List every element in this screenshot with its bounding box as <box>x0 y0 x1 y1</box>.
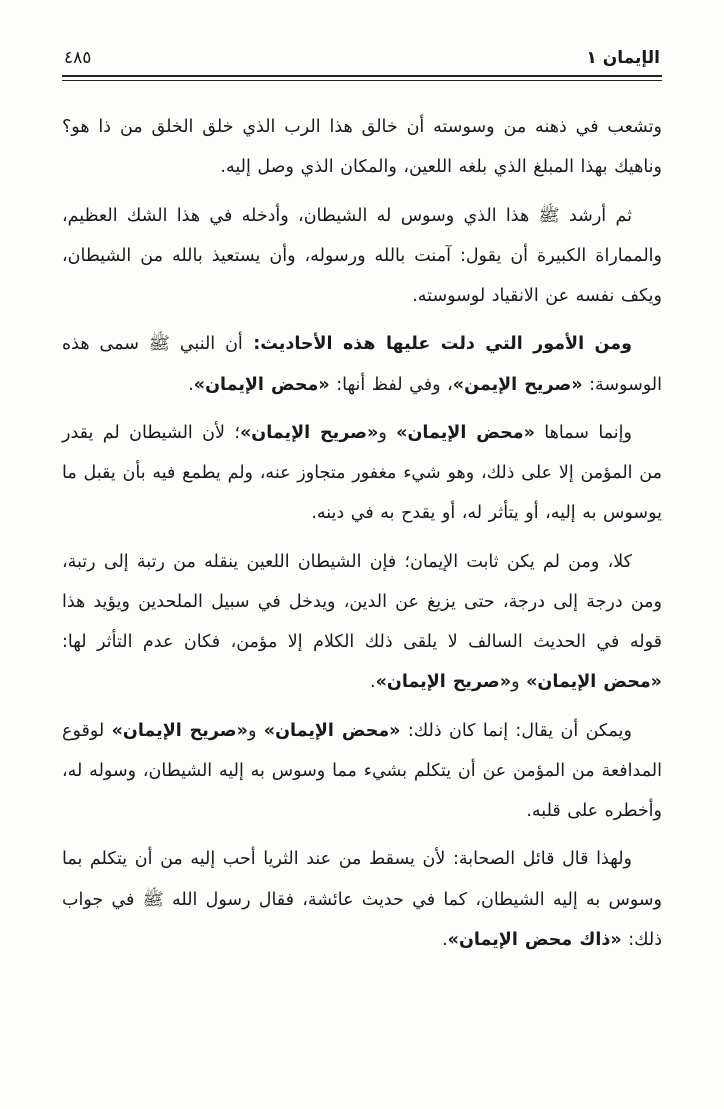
page-number: ٤٨٥ <box>64 48 92 68</box>
text-run: ؛ لأن الشيطان لم يقدر من المؤمن إلا على ذلك، وهو شيء مغفور متجاوز عنه، ولم يطمع فيه بأن يقبل ما يوسوس به إليه، أو يتأثر له، أو يقدح به في دينه. <box>62 422 662 524</box>
page-body <box>62 97 662 960</box>
text-run: . <box>188 374 194 395</box>
text-run: كلا، ومن لم يكن ثابت الإيمان؛ فإن الشيطان اللعين ينقله من رتبة إلى رتبة، ومن درجة إلى درجة، حتى يزيغ عن الدين، ويدخل في سبيل الملحدين ويؤيد هذا قوله في الحديث السالف لا يلقى ذلك الكلام إلا مؤمن، فكان عدم التأثر لها: <box>62 551 662 652</box>
paragraph <box>62 107 662 188</box>
text-run: و <box>511 672 527 693</box>
text-run: و <box>247 720 264 741</box>
bold-run: «صريح الإيمان» <box>239 422 379 443</box>
page-header <box>62 48 662 75</box>
text-run: و <box>378 422 397 443</box>
bold-run: «محض الإيمان» <box>263 720 401 741</box>
paragraph <box>62 839 662 960</box>
paragraph <box>62 413 662 534</box>
text-run: ولهذا قال قائل الصحابة: لأن يسقط من عند الثريا أحب إليه من أن يتكلم بما وسوس به إليه الشيطان، كما في حديث عائشة، فقال رسول الله ﷺ في جواب ذلك: <box>62 849 662 950</box>
bold-run: «محض الإيمان» <box>526 672 662 693</box>
text-run: ويمكن أن يقال: إنما كان ذلك: <box>400 720 632 741</box>
text-run: ثم أرشد ﷺ هذا الذي وسوس له الشيطان، وأدخله في هذا الشك العظيم، والمماراة الكبيرة أن يقول: آمنت بالله ورسوله، وأن يستعيذ بالله من الشيطان، ويكف نفسه عن الانقياد لوسوسته. <box>62 205 662 306</box>
bold-run: «صريح الإيمان» <box>375 672 512 693</box>
bold-run: «صريح الإيمن» <box>452 374 583 395</box>
bold-run: «محض الإيمان» <box>193 374 330 395</box>
paragraph <box>62 711 662 832</box>
text-run: . <box>370 672 376 693</box>
text-run: وإنما سماها <box>534 422 632 443</box>
text-run: لوقوع المدافعة من المؤمن عن أن يتكلم بشيء مما وسوس به إليه الشيطان، وسوله له، وأخطره على قلبه. <box>62 720 662 821</box>
paragraph <box>62 196 662 317</box>
bold-run: «صريح الإيمان» <box>111 720 248 741</box>
text-run: وتشعب في ذهنه من وسوسته أن خالق هذا الرب الذي خلق الخلق من ذا هو؟ وناهيك بهذا المبلغ الذي بلغه اللعين، والمكان الذي وصل إليه. <box>62 117 662 178</box>
paragraph <box>62 324 662 405</box>
book-title: الإيمان ١ <box>586 48 660 68</box>
bold-run: ومن الأمور التي دلت عليها هذه الأحاديث: <box>242 334 632 355</box>
text-run: . <box>442 929 448 950</box>
bold-run: «ذاك محض الإيمان» <box>447 929 622 950</box>
bold-run: «محض الإيمان» <box>396 422 535 443</box>
text-run: أن النبي ﷺ سمى هذه الوسوسة: <box>62 334 662 395</box>
text-run: ، وفي لفظ أنها: <box>329 374 453 395</box>
header-divider <box>62 75 662 81</box>
paragraph <box>62 542 662 703</box>
